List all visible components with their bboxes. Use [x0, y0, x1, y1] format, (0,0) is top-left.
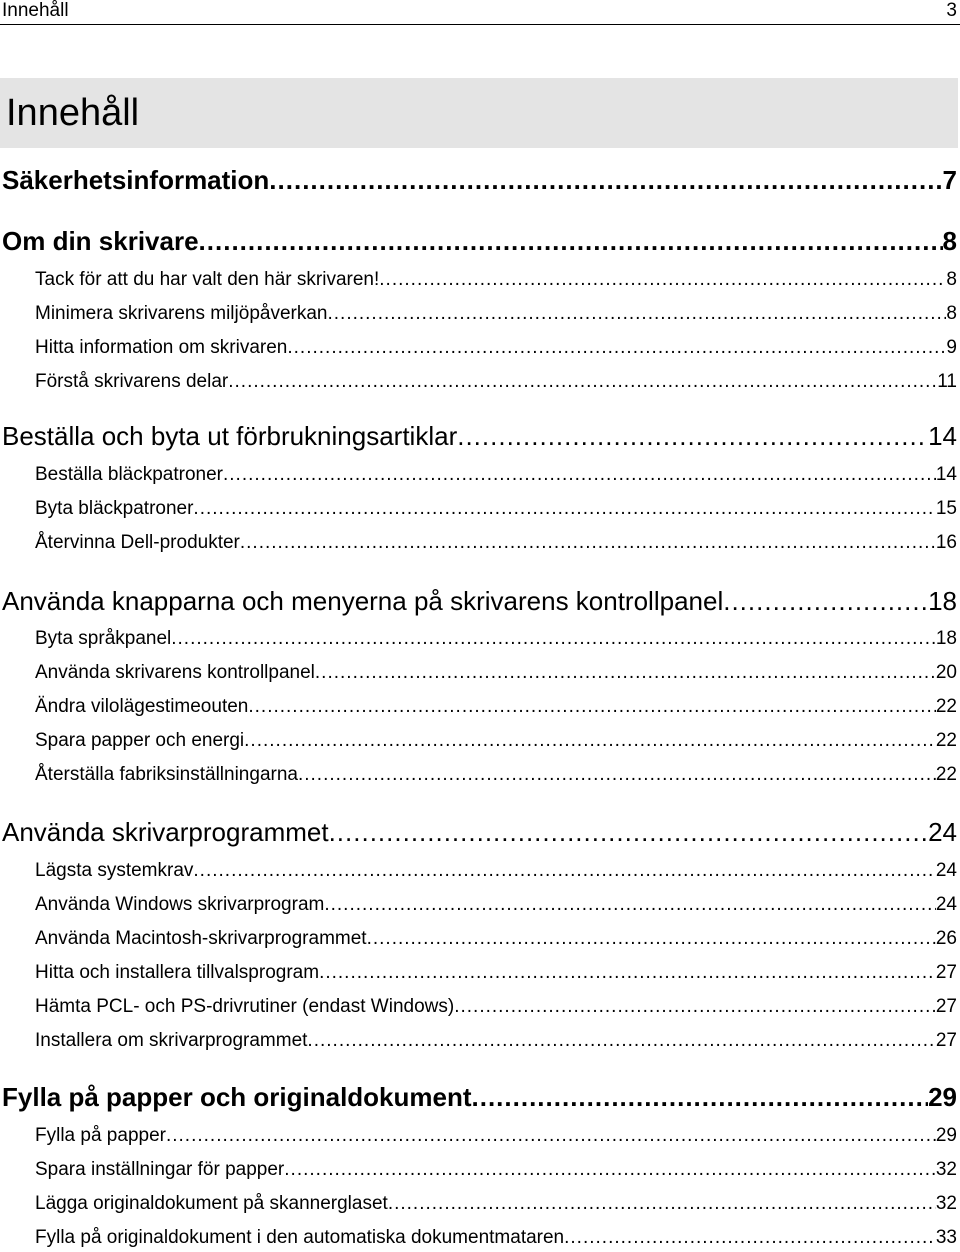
toc-entry-label: Använda knapparna och menyerna på skrivarens kontrollpanel: [2, 586, 724, 616]
toc-entry-page: 22: [935, 764, 957, 785]
toc-item[interactable]: [0, 661, 960, 685]
toc-entry-label: Använda Macintosh-skrivarprogrammet: [35, 928, 367, 949]
dot-leader: [298, 763, 936, 787]
toc-entry-page: 32: [935, 1159, 957, 1180]
dot-leader: [329, 816, 929, 848]
toc-entry-label: Använda skrivarens kontrollpanel: [35, 662, 315, 683]
toc-entry-page: 9: [946, 337, 957, 358]
toc-entry-page: 15: [935, 498, 957, 519]
dot-leader: [367, 927, 936, 951]
dot-leader: [228, 370, 937, 394]
toc-entry-label: Fylla på originaldokument i den automatiska dokumentmataren: [35, 1227, 565, 1248]
toc-entry-label: Använda skrivarprogrammet: [2, 817, 329, 847]
toc-entry-label: Säkerhetsinformation: [2, 165, 270, 195]
dot-leader: [284, 1158, 936, 1182]
toc-chapter-fylla-pa-papper[interactable]: [0, 1081, 960, 1113]
toc-entry-page: 29: [935, 1125, 957, 1146]
toc-entry-page: 32: [935, 1193, 957, 1214]
running-header-page-number: 3: [946, 0, 957, 21]
toc-entry-label: Byta bläckpatroner: [35, 498, 194, 519]
toc-entry-page: 24: [935, 894, 957, 915]
dot-leader: [199, 225, 943, 257]
toc-entry-page: 22: [935, 730, 957, 751]
dot-leader: [244, 729, 936, 753]
toc-entry-page: 24: [928, 817, 957, 847]
toc-chapter-anvanda-knapparna[interactable]: [0, 585, 960, 617]
toc-item[interactable]: [0, 336, 960, 360]
toc-item[interactable]: [0, 1226, 960, 1250]
toc-item[interactable]: [0, 763, 960, 787]
running-header-title: Innehåll: [2, 0, 69, 21]
toc-item[interactable]: [0, 463, 960, 487]
dot-leader: [327, 302, 946, 326]
toc-entry-label: Beställa och byta ut förbrukningsartiklar: [2, 421, 458, 451]
toc-entry-page: 8: [946, 303, 957, 324]
toc-entry-label: Hitta och installera tillvalsprogram: [35, 962, 320, 983]
toc-entry-page: 16: [935, 532, 957, 553]
toc-entry-label: Minimera skrivarens miljöpåverkan: [35, 303, 328, 324]
toc-item[interactable]: [0, 695, 960, 719]
toc-entry-label: Om din skrivare: [2, 226, 199, 256]
toc-entry-label: Lägga originaldokument på skannerglaset: [35, 1193, 388, 1214]
dot-leader: [454, 995, 936, 1019]
dot-leader: [723, 585, 928, 617]
dot-leader: [472, 1081, 929, 1113]
dot-leader: [307, 1029, 935, 1053]
dot-leader: [457, 420, 928, 452]
running-header: [0, 0, 960, 22]
toc-entry-label: Hitta information om skrivaren: [35, 337, 288, 358]
toc-entry-page: 33: [935, 1227, 957, 1248]
dot-leader: [319, 961, 936, 985]
toc-entry-page: 7: [942, 165, 957, 195]
dot-leader: [223, 463, 936, 487]
dot-leader: [166, 1124, 936, 1148]
toc-entry-page: 14: [935, 464, 957, 485]
toc-entry-page: 14: [928, 421, 957, 451]
toc-chapter-om-din-skrivare[interactable]: [0, 225, 960, 257]
toc-entry-label: Hämta PCL- och PS-drivrutiner (endast Windows): [35, 996, 455, 1017]
dot-leader: [269, 164, 942, 196]
header-rule: [0, 24, 960, 25]
toc-entry-label: Ändra vilolägestimeouten: [35, 696, 249, 717]
toc-entry-page: 22: [935, 696, 957, 717]
toc-entry-page: 11: [937, 371, 957, 392]
dot-leader: [324, 893, 936, 917]
toc-entry-page: 18: [935, 628, 957, 649]
toc-chapter-anvanda-skrivarprogrammet[interactable]: [0, 816, 960, 848]
toc-entry-page: 27: [935, 1030, 957, 1051]
toc-item[interactable]: [0, 531, 960, 555]
toc-entry-label: Installera om skrivarprogrammet: [35, 1030, 308, 1051]
toc-chapter-bestalla-och-byta[interactable]: [0, 420, 960, 452]
toc-entry-page: 20: [935, 662, 957, 683]
toc-entry-label: Återställa fabriksinställningarna: [35, 764, 298, 785]
dot-leader: [240, 531, 936, 555]
toc-entry-page: 8: [942, 226, 957, 256]
toc-entry-label: Återvinna Dell-produkter: [35, 532, 240, 553]
toc-item[interactable]: [0, 627, 960, 651]
toc-entry-label: Fylla på papper: [35, 1125, 166, 1146]
toc-item[interactable]: [0, 1158, 960, 1182]
toc-entry-label: Byta språkpanel: [35, 628, 172, 649]
toc-item[interactable]: [0, 995, 960, 1019]
toc-entry-page: 18: [928, 586, 957, 616]
toc-item[interactable]: [0, 1192, 960, 1216]
toc-entry-page: 27: [935, 996, 957, 1017]
toc-item[interactable]: [0, 893, 960, 917]
dot-leader: [193, 859, 935, 883]
page-title: Innehåll: [6, 92, 140, 134]
title-band: [0, 78, 958, 148]
toc-entry-label: Förstå skrivarens delar: [35, 371, 229, 392]
toc-entry-label: Lägsta systemkrav: [35, 860, 194, 881]
toc-item[interactable]: [0, 859, 960, 883]
toc-entry-label: Beställa bläckpatroner: [35, 464, 223, 485]
toc-item[interactable]: [0, 370, 960, 394]
toc-entry-page: 29: [928, 1082, 957, 1112]
toc-entry-label: Spara papper och energi: [35, 730, 245, 751]
toc-item[interactable]: [0, 729, 960, 753]
toc-entry-label: Spara inställningar för papper: [35, 1159, 285, 1180]
toc-item[interactable]: [0, 1029, 960, 1053]
dot-leader: [248, 695, 936, 719]
toc-entry-page: 8: [946, 269, 957, 290]
dot-leader: [287, 336, 946, 360]
dot-leader: [388, 1192, 936, 1216]
toc-entry-label: Använda Windows skrivarprogram: [35, 894, 325, 915]
toc-chapter-sakerhetsinformation[interactable]: [0, 164, 960, 196]
toc-entry-label: Fylla på papper och originaldokument: [2, 1082, 472, 1112]
toc-entry-page: 26: [935, 928, 957, 949]
toc-entry-label: Tack för att du har valt den här skrivaren!: [35, 269, 380, 290]
dot-leader: [379, 268, 946, 292]
toc-item[interactable]: [0, 961, 960, 985]
toc-item[interactable]: [0, 1124, 960, 1148]
dot-leader: [193, 497, 935, 521]
toc-entry-page: 27: [935, 962, 957, 983]
dot-leader: [171, 627, 936, 651]
toc-item[interactable]: [0, 927, 960, 951]
toc-item[interactable]: [0, 497, 960, 521]
dot-leader: [564, 1226, 936, 1250]
toc-item[interactable]: [0, 302, 960, 326]
toc-entry-page: 24: [935, 860, 957, 881]
dot-leader: [315, 661, 936, 685]
toc-item[interactable]: [0, 268, 960, 292]
